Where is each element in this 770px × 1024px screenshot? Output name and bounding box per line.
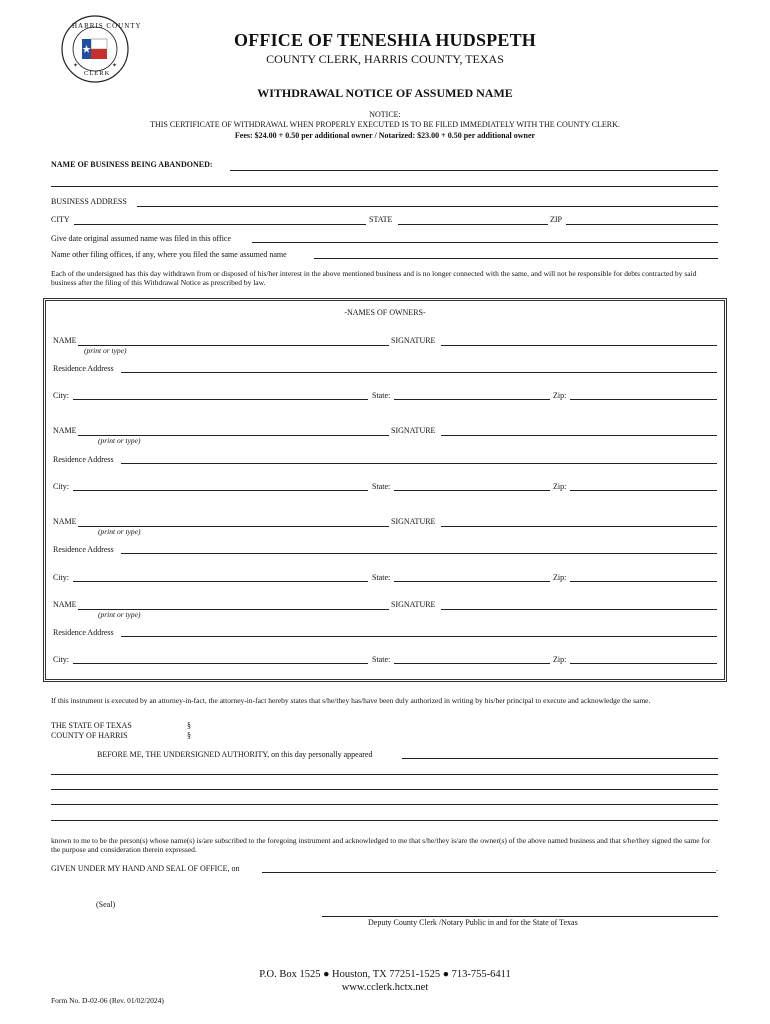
business-city-field[interactable]: [74, 224, 366, 225]
business-city-label: CITY: [51, 215, 70, 224]
section-mark-1: §: [187, 721, 191, 730]
notice-text: THIS CERTIFICATE OF WITHDRAWAL WHEN PROPERLY EXECUTED IS TO BE FILED IMMEDIATELY WITH THE COUNTY CLERK.: [150, 120, 620, 129]
form-number: Form No. D-02-06 (Rev. 01/02/2024): [51, 996, 164, 1005]
residence-label: Residence Address: [53, 455, 114, 464]
owners-heading: -NAMES OF OWNERS-: [344, 308, 426, 317]
owner-state-field[interactable]: [394, 663, 550, 664]
business-state-label: STATE: [369, 215, 393, 224]
owner-city-field[interactable]: [73, 399, 368, 400]
form-title: WITHDRAWAL NOTICE OF ASSUMED NAME: [257, 86, 513, 100]
owner-signature-field[interactable]: [441, 435, 717, 436]
owner-signature-label: SIGNATURE: [391, 600, 436, 609]
filing-date-field[interactable]: [252, 242, 718, 243]
footer-website[interactable]: www.cclerk.hctx.net: [341, 982, 429, 993]
business-zip-label: ZIP: [550, 215, 562, 224]
owner-city-field[interactable]: [73, 663, 368, 664]
residence-label: Residence Address: [53, 628, 114, 637]
known-to-me-statement: known to me to be the person(s) whose name(s) is/are subscribed to the foregoing instrument and acknowledged to me that s/he/they is/are the owner(s) of the above named business and that s/he/they signed the same for the purpose and consideration therein expressed.: [51, 836, 711, 854]
business-address-field[interactable]: [137, 206, 718, 207]
owner-name-label: NAME: [53, 600, 77, 609]
owner-city-label: City:: [53, 391, 70, 400]
owner-state-field[interactable]: [394, 399, 550, 400]
business-zip-field[interactable]: [566, 224, 718, 225]
owner-signature-label: SIGNATURE: [391, 336, 436, 345]
attorney-statement: If this instrument is executed by an attorney-in-fact, the attorney-in-fact hereby states that s/he/they has/have been duly authorized in writing by his/her principal to execute and acknowledge the same.: [51, 696, 651, 705]
seal-text-bottom: CLERK: [84, 70, 111, 77]
appeared-field-3[interactable]: [51, 789, 718, 790]
owner-name-label: NAME: [53, 336, 77, 345]
owner-state-label: State:: [372, 655, 391, 664]
business-name-field[interactable]: [230, 170, 718, 171]
owner-city-label: City:: [53, 482, 70, 491]
owner-name-label: NAME: [53, 517, 77, 526]
business-state-field[interactable]: [398, 224, 548, 225]
filing-date-label: Give date original assumed name was filed in this office: [51, 234, 232, 243]
owner-zip-field[interactable]: [570, 581, 717, 582]
section-mark-2: §: [187, 731, 191, 740]
appeared-field-2[interactable]: [51, 774, 718, 775]
owner-city-label: City:: [53, 655, 70, 664]
business-address-label: BUSINESS ADDRESS: [51, 197, 127, 206]
svg-text:✦: ✦: [112, 62, 118, 69]
owner-state-label: State:: [372, 482, 391, 491]
owner-state-label: State:: [372, 573, 391, 582]
print-hint: (print or type): [84, 346, 127, 355]
owner-state-label: State:: [372, 391, 391, 400]
office-subtitle: COUNTY CLERK, HARRIS COUNTY, TEXAS: [266, 52, 504, 66]
residence-field[interactable]: [121, 636, 717, 637]
notice-label: NOTICE:: [369, 110, 401, 119]
owner-city-label: City:: [53, 573, 70, 582]
appeared-field[interactable]: [402, 758, 718, 759]
owner-name-label: NAME: [53, 426, 77, 435]
deputy-signature-field[interactable]: [322, 916, 718, 917]
residence-label: Residence Address: [53, 545, 114, 554]
owner-signature-field[interactable]: [441, 526, 717, 527]
residence-field[interactable]: [121, 553, 717, 554]
other-offices-label: Name other filing offices, if any, where you filed the same assumed name: [51, 250, 287, 259]
owner-zip-label: Zip:: [553, 655, 567, 664]
withdrawal-statement: Each of the undersigned has this day withdrawn from or disposed of his/her interest in the above mentioned business and is no longer connected with the same, and will not be responsible for debts contracted by said business after the filing of this Withdrawal Notice as prescribed by law.: [51, 269, 697, 287]
seal-text-top: HARRIS COUNTY: [72, 22, 142, 30]
owner-zip-label: Zip:: [553, 482, 567, 491]
business-name-field-2[interactable]: [51, 186, 718, 187]
owner-zip-field[interactable]: [570, 663, 717, 664]
owner-state-field[interactable]: [394, 581, 550, 582]
fees-text: Fees: $24.00 + 0.50 per additional owner / Notarized: $23.00 + 0.50 per additional owner: [234, 131, 536, 140]
owner-signature-label: SIGNATURE: [391, 426, 436, 435]
other-offices-field[interactable]: [314, 258, 718, 259]
print-hint: (print or type): [98, 436, 141, 445]
svg-text:✦: ✦: [73, 62, 79, 69]
footer-address: P.O. Box 1525 ● Houston, TX 77251-1525 ● 713-755-6411: [259, 969, 511, 980]
state-of-texas: THE STATE OF TEXAS: [51, 721, 132, 730]
county-of-harris: COUNTY OF HARRIS: [51, 731, 128, 740]
owner-signature-field[interactable]: [441, 609, 717, 610]
seal-label: (Seal): [96, 900, 116, 909]
residence-field[interactable]: [121, 372, 717, 373]
office-title: OFFICE OF TENESHIA HUDSPETH: [234, 30, 536, 50]
print-hint: (print or type): [98, 610, 141, 619]
given-date-field[interactable]: [262, 872, 716, 873]
owner-city-field[interactable]: [73, 490, 368, 491]
owner-signature-label: SIGNATURE: [391, 517, 436, 526]
owner-zip-label: Zip:: [553, 573, 567, 582]
appeared-field-5[interactable]: [51, 820, 718, 821]
business-name-label: NAME OF BUSINESS BEING ABANDONED:: [51, 160, 213, 169]
owner-zip-field[interactable]: [570, 490, 717, 491]
appeared-field-4[interactable]: [51, 804, 718, 805]
print-hint: (print or type): [98, 527, 141, 536]
owner-city-field[interactable]: [73, 581, 368, 582]
given-period: .: [716, 864, 718, 873]
before-me-label: BEFORE ME, THE UNDERSIGNED AUTHORITY, on this day personally appeared: [97, 750, 373, 759]
deputy-label: Deputy County Clerk /Notary Public in and for the State of Texas: [368, 918, 578, 927]
residence-field[interactable]: [121, 463, 717, 464]
given-under-label: GIVEN UNDER MY HAND AND SEAL OF OFFICE, on: [51, 864, 240, 873]
owner-zip-label: Zip:: [553, 391, 567, 400]
owner-state-field[interactable]: [394, 490, 550, 491]
residence-label: Residence Address: [53, 364, 114, 373]
owner-signature-field[interactable]: [441, 345, 717, 346]
owner-zip-field[interactable]: [570, 399, 717, 400]
